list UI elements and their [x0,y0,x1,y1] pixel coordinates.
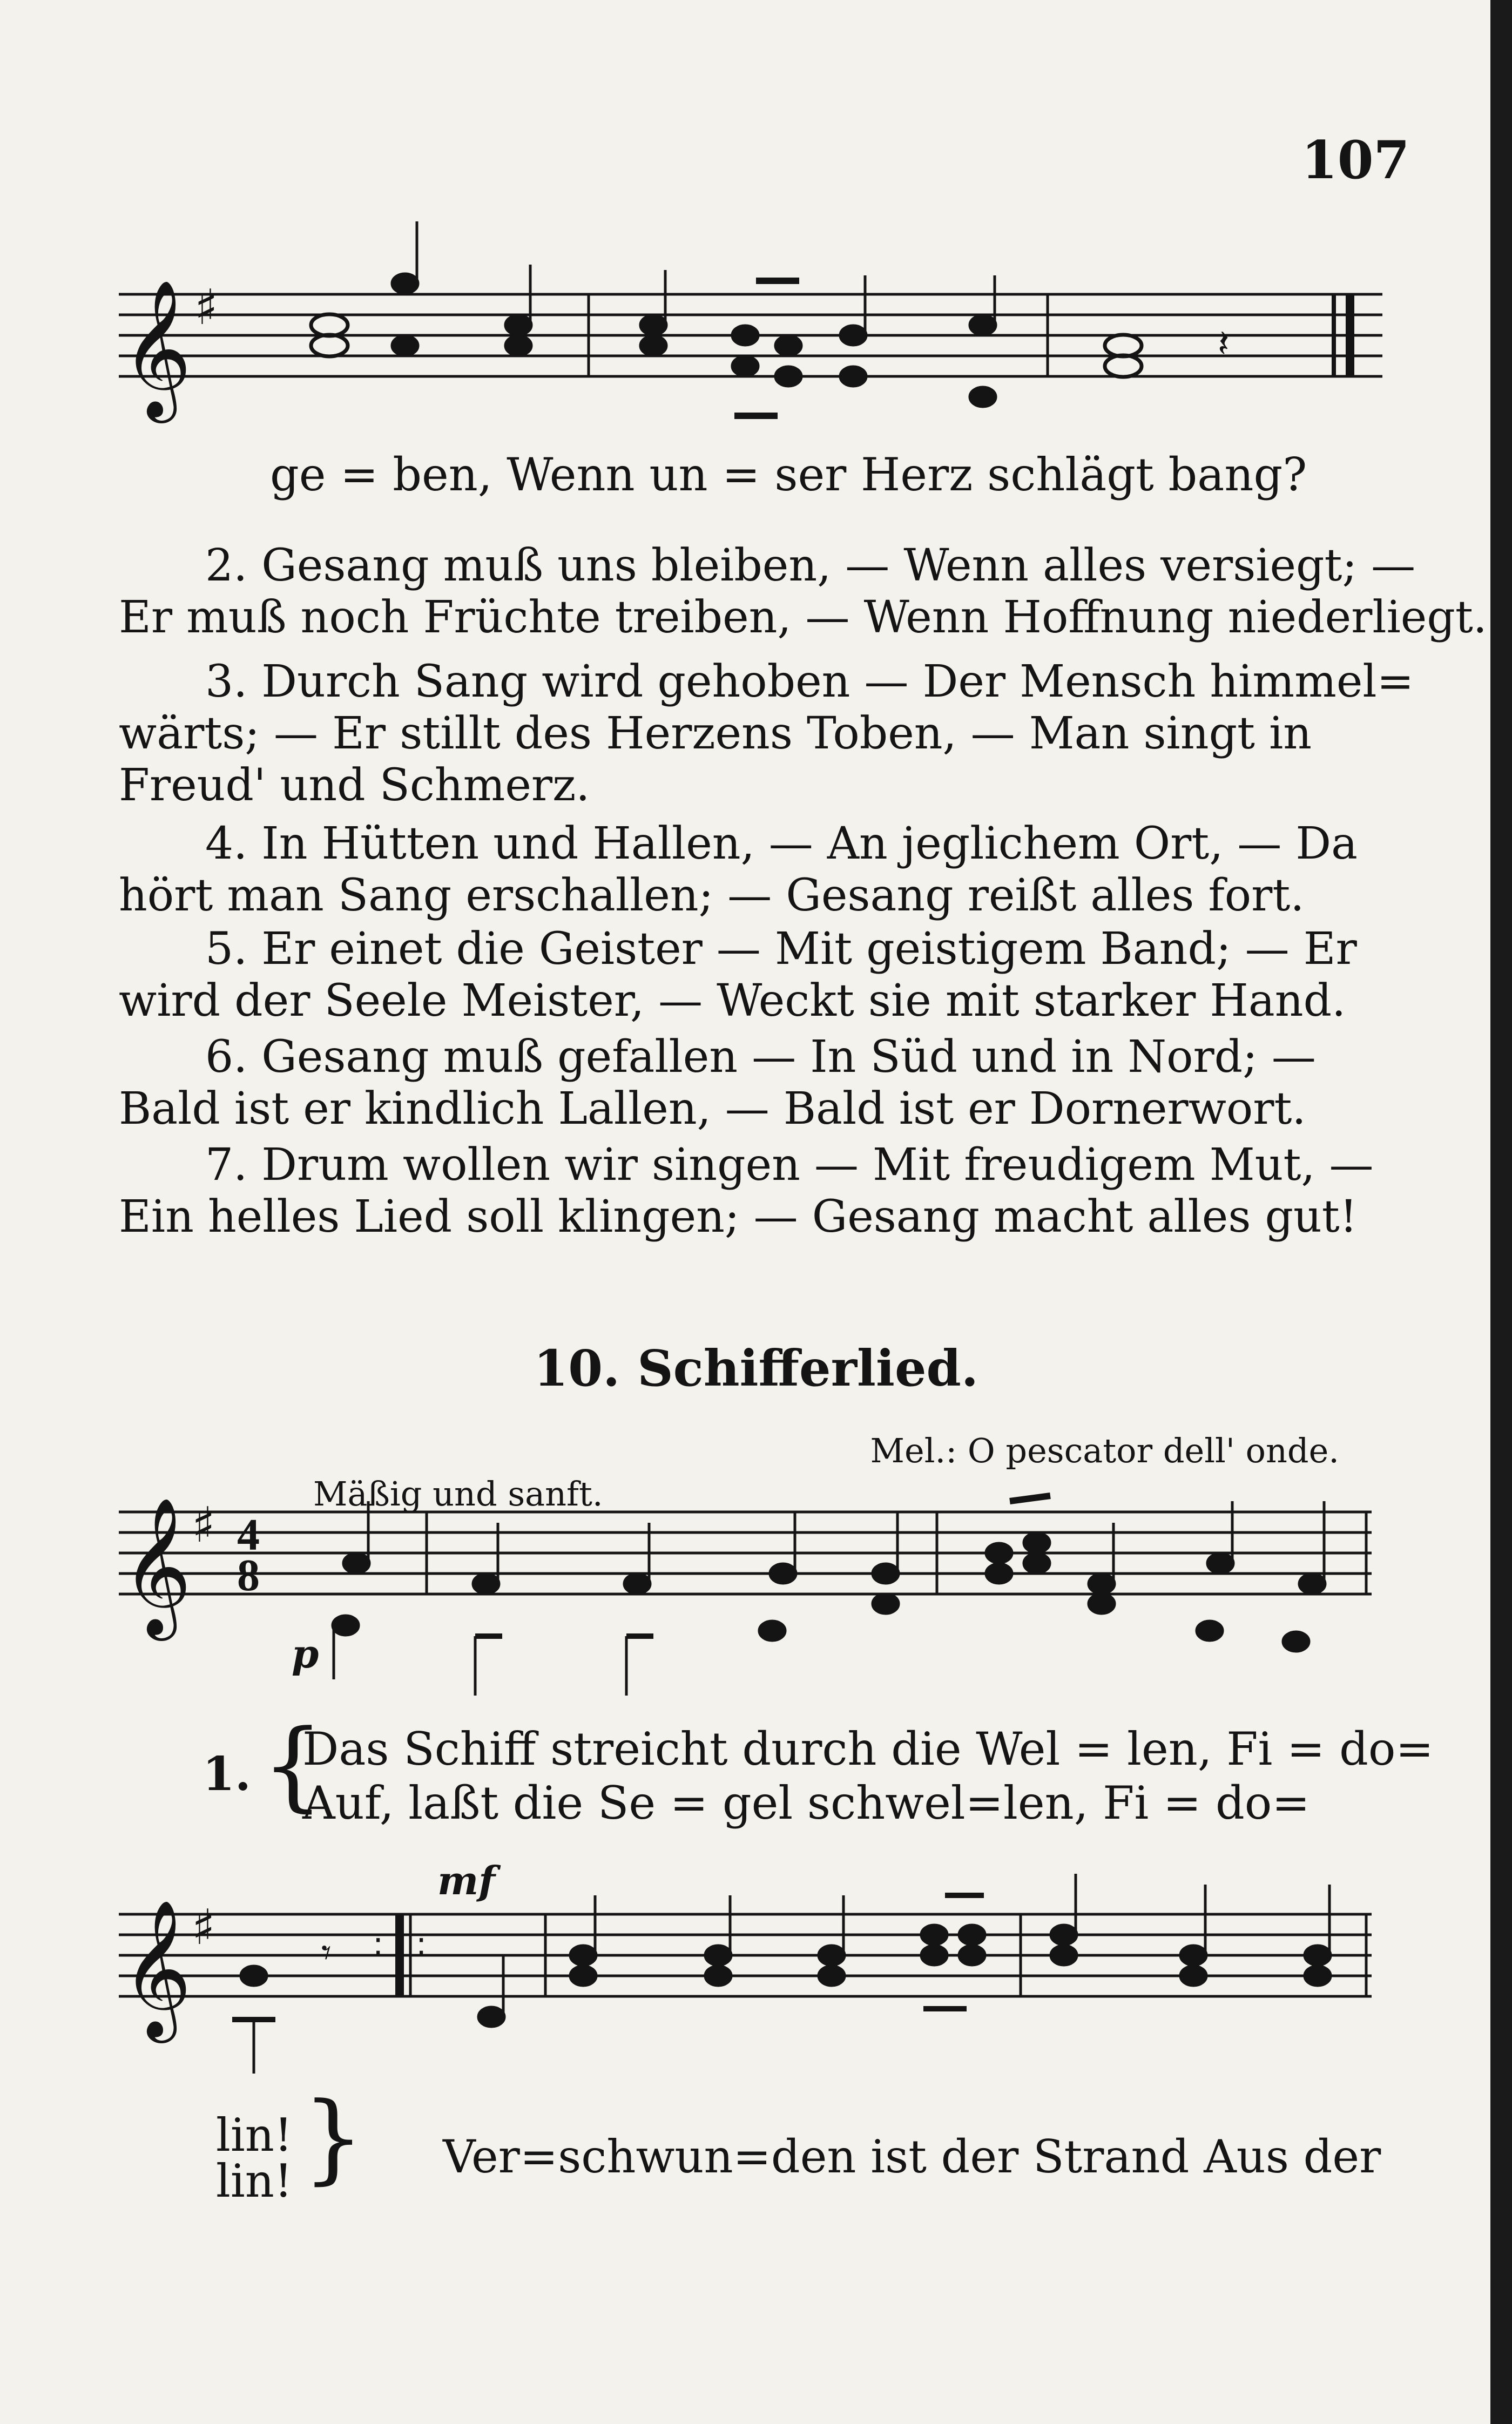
treble-clef-2: 𝄞 [122,1496,192,1635]
svg-text::: : [373,1925,384,1963]
notes-system-2 [333,1496,1325,1696]
verse-line: wärts; — Er stillt des Herzens Toben, — Man singt in [119,708,1312,759]
lyric-line-a: Das Schiff streicht durch die Wel = len, Fi = do= [302,1723,1434,1775]
dynamic-p: p [292,1631,319,1677]
rest-2: 𝄾 [321,1930,332,1975]
notes-system-1 [311,221,1142,416]
brace-right: } [302,2082,364,2195]
treble-clef-3: 𝄞 [122,1899,192,2037]
key-sharp-3: ♯ [192,1899,215,1956]
verse-line: 4. In Hütten und Hallen, — An jeglichem Ort, — Da [205,818,1358,869]
verse-line: Bald ist er kindlich Lallen, — Bald ist er Dornerwort. [119,1083,1306,1135]
verse-line: Freud' und Schmerz. [119,760,590,811]
system-1-lyrics: ge = ben, Wenn un = ser Herz schlägt bang? [270,448,1307,501]
song-title: 10. Schifferlied. [534,1339,978,1397]
key-sharp-1: ♯ [194,279,218,336]
verse-line: wird der Seele Meister, — Weckt sie mit starker Hand. [119,975,1346,1027]
verse-line: Ein helles Lied soll klingen; — Gesang macht alles gut! [119,1191,1358,1243]
dynamic-mf: mf [437,1858,496,1903]
lyric-line-c: Ver=schwun=den ist der Strand Aus der [443,2130,1381,2183]
verse-line: Er muß noch Früchte treiben, — Wenn Hoffnung niederliegt. [119,592,1487,643]
tempo-marking: Mäßig und sanft. [313,1474,603,1514]
key-sharp-2: ♯ [192,1497,215,1554]
verse-line: 2. Gesang muß uns bleiben, — Wenn alles versiegt; — [205,540,1416,591]
lyric-line-b: Auf, laßt die Se = gel schwel=len, Fi = do= [302,1777,1310,1829]
verse-line: 3. Durch Sang wird gehoben — Der Mensch himmel= [205,656,1414,707]
verse-number: 1. [202,1747,251,1801]
verse-line: 5. Er einet die Geister — Mit geistigem Band; — Er [205,923,1357,975]
page-number: 107 [1301,130,1410,191]
svg-text::: : [416,1925,427,1963]
brace-left: { [262,1709,324,1822]
melody-reference: Mel.: O pescator dell' onde. [870,1431,1339,1470]
time-sig-top: 4 [237,1510,260,1560]
treble-clef-1: 𝄞 [122,279,192,417]
lyric-end-a: lin! [216,2109,293,2162]
verse-line: 6. Gesang muß gefallen — In Süd und in Nord; — [205,1031,1316,1083]
time-sig-bottom: 8 [237,1550,260,1601]
lyric-end-b: lin! [216,2155,293,2207]
verse-line: 7. Drum wollen wir singen — Mit freudigem Mut, — [205,1139,1374,1191]
rest-1: 𝄽 [1218,321,1230,366]
verse-line: hört man Sang erschallen; — Gesang reißt alles fort. [119,870,1305,921]
staff-2 [119,1512,1372,1594]
